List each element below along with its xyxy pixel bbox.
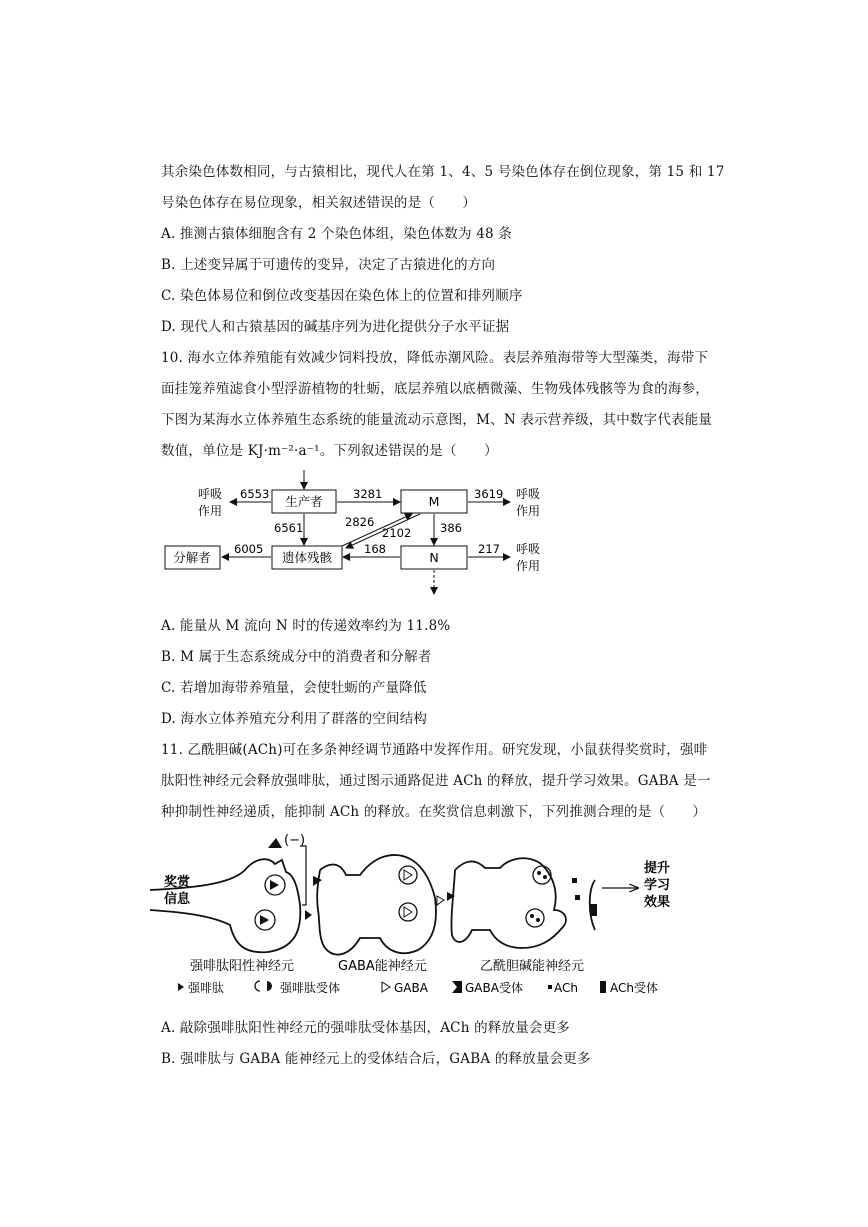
neuron2-label: GABA能神经元	[338, 959, 427, 974]
producer-label: 生产者	[285, 494, 323, 509]
neural-pathway-diagram	[150, 830, 710, 1005]
q9-option-a: A. 推测古猿体细胞含有 2 个染色体组，染色体数为 48 条	[161, 226, 512, 242]
q11-stem-line2: 肽阳性神经元会释放强啡肽，通过图示通路促进 ACh 的释放，提升学习效果。GABA 是一	[161, 773, 711, 789]
output-label-3: 效果	[644, 895, 671, 910]
q10-stem-line4: 数值，单位是 KJ·m⁻²·a⁻¹。下列叙述错误的是（ ）	[161, 443, 498, 459]
value-2826: 2826	[345, 515, 375, 529]
q9-option-c: C. 染色体易位和倒位改变基因在染色体上的位置和排列顺序	[161, 288, 523, 304]
value-6553: 6553	[240, 487, 270, 501]
legend-gaba-receptor: GABA受体	[465, 981, 523, 995]
legend-dynorphin: 强啡肽	[188, 981, 225, 995]
neuron2-body	[317, 855, 436, 955]
resp-n-1: 呼吸	[516, 542, 541, 556]
value-3619: 3619	[474, 487, 504, 501]
resp-right-2: 作用	[516, 504, 541, 518]
feedback-minus: (−)	[284, 833, 306, 848]
q11-stem-line3: 种抑制性神经递质，能抑制 ACh 的释放。在奖赏信息刺激下，下列推测合理的是（ ）	[161, 804, 707, 820]
q9-stem-line2: 号染色体存在易位现象，相关叙述错误的是（ ）	[161, 195, 477, 211]
legend-gaba: GABA	[394, 981, 428, 995]
value-386: 386	[440, 521, 462, 535]
q10-option-b: B. M 属于生态系统成分中的消费者和分解者	[161, 649, 432, 665]
output-label-1: 提升	[644, 861, 671, 876]
q10-option-a: A. 能量从 M 流向 N 时的传递效率约为 11.8%	[161, 618, 451, 634]
q9-option-b: B. 上述变异属于可遗传的变异，决定了古猿进化的方向	[161, 257, 496, 273]
q10-stem-line3: 下图为某海水立体养殖生态系统的能量流动示意图，M、N 表示营养级，其中数字代表能量	[161, 412, 713, 428]
resp-n-2: 作用	[516, 559, 541, 573]
value-3281: 3281	[353, 487, 383, 501]
q10-stem-line1: 10. 海水立体养殖能有效减少饲料投放，降低赤潮风险。表层养殖海带等大型藻类，海带下	[161, 350, 709, 366]
q11-option-a: A. 敲除强啡肽阳性神经元的强啡肽受体基因，ACh 的释放量会更多	[161, 1020, 570, 1036]
resp-right-1: 呼吸	[516, 487, 541, 501]
neuron3-label: 乙酰胆碱能神经元	[480, 959, 585, 974]
resp-left-1: 呼吸	[198, 487, 223, 501]
detritus-label: 遗体残骸	[281, 550, 333, 565]
output-label-2: 学习	[644, 878, 671, 893]
q9-stem-line1: 其余染色体数相同，与古猿相比，现代人在第 1、4、5 号染色体存在倒位现象，第 15 和 17	[161, 164, 725, 180]
q11-stem-line1: 11. 乙酰胆碱(ACh)可在多条神经调节通路中发挥作用。研究发现，小鼠获得奖赏时，强啡	[161, 742, 708, 758]
value-6561: 6561	[274, 521, 304, 535]
value-2102: 2102	[382, 526, 412, 540]
resp-left-2: 作用	[198, 504, 223, 518]
neuron1-label: 强啡肽阳性神经元	[190, 959, 295, 974]
q10-stem-line2: 面挂笼养殖滤食小型浮游植物的牡蛎，底层养殖以底栖微藻、生物残体残骸等为食的海参，	[161, 381, 709, 397]
value-168: 168	[364, 542, 386, 556]
q10-option-d: D. 海水立体养殖充分利用了群落的空间结构	[161, 711, 428, 727]
reward-label-1: 奖赏	[164, 875, 191, 890]
value-6005: 6005	[234, 542, 264, 556]
q10-option-c: C. 若增加海带养殖量，会使牡蛎的产量降低	[161, 680, 427, 696]
legend-dynorphin-receptor: 强啡肽受体	[280, 981, 341, 995]
q11-option-b: B. 强啡肽与 GABA 能神经元上的受体结合后，GABA 的释放量会更多	[161, 1051, 591, 1067]
legend-ach-receptor: ACh受体	[610, 981, 658, 995]
reward-label-2: 信息	[164, 892, 191, 907]
decomposer-label: 分解者	[173, 550, 211, 565]
n-label: N	[429, 550, 439, 565]
q9-option-d: D. 现代人和古猿基因的碱基序列为进化提供分子水平证据	[161, 319, 510, 335]
value-217: 217	[478, 542, 500, 556]
legend-ach: ACh	[554, 981, 578, 995]
neuron3-body	[451, 858, 565, 948]
m-label: M	[428, 494, 440, 509]
